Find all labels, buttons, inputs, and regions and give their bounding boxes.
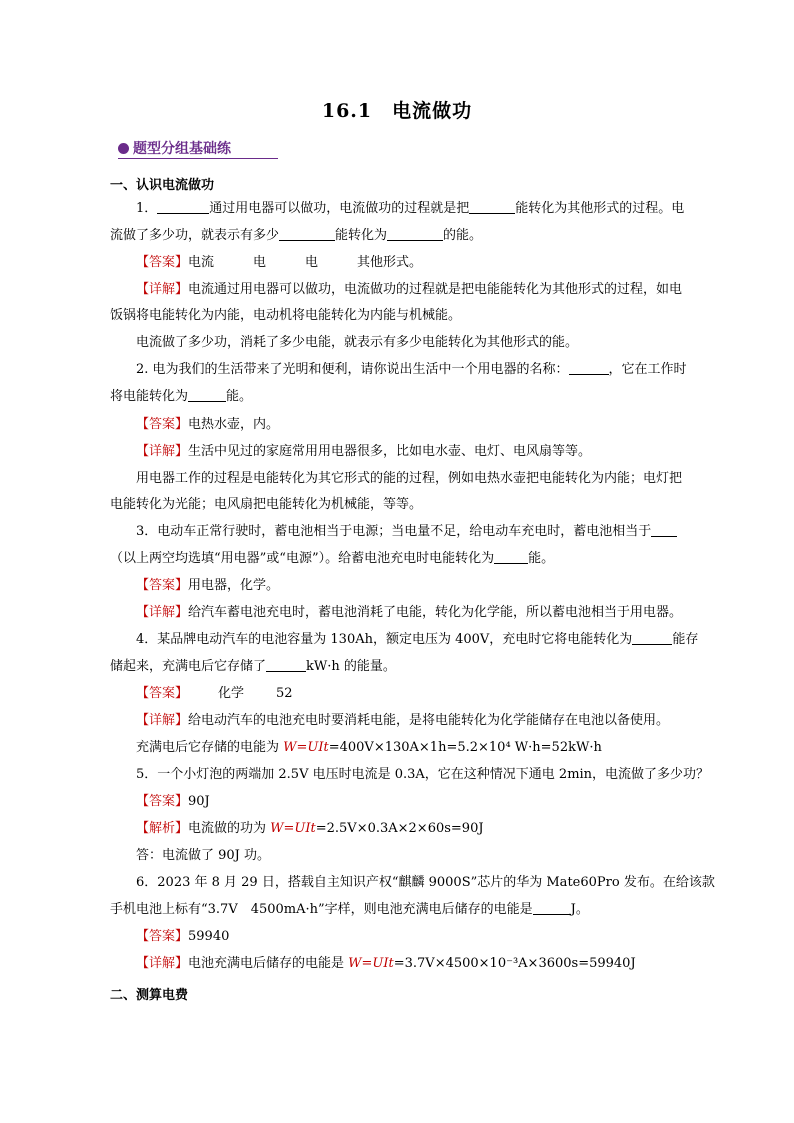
answer-blank xyxy=(469,201,515,214)
question-4-cont: 储起来，充满电后它存储了 kW·h 的能量。 xyxy=(110,659,396,674)
detail-1-cont: 饭锅将电能转化为内能，电动机将电能转化为内能与机械能。 xyxy=(110,308,462,323)
question-6-cont: 手机电池上标有“3.7V 4500mA·h”字样，则电池充满电后储存的电能是 J。 xyxy=(110,902,589,917)
bullet-dot-icon xyxy=(118,143,129,154)
question-5: 5．一个小灯泡的两端加 2.5V 电压时电流是 0.3A，它在这种情况下通电 2min，电流做了多少功？ xyxy=(136,767,710,782)
question-2-cont: 将电能转化为 能。 xyxy=(110,389,253,404)
answer-blank xyxy=(387,228,443,241)
answer-4: 【答案】 化学 52 xyxy=(136,686,293,701)
section-heading: 二、测算电费 xyxy=(110,988,189,1003)
answer-1: 【答案】电流 电 电 其他形式。 xyxy=(136,255,423,270)
question-4: 4．某品牌电动汽车的电池容量为 130Ah，额定电压为 400V，充电时它将电能转化为 能存 xyxy=(136,632,699,647)
section-heading: 一、认识电流做功 xyxy=(110,178,215,193)
question-3-cont: （以上两空均选填“用电器”或“电源”）。给蓄电池充电时电能转化为 能。 xyxy=(110,551,555,566)
page-title: 16.1 电流做功 xyxy=(321,100,473,122)
answer-5: 【答案】90J xyxy=(136,794,210,809)
answer-6: 【答案】59940 xyxy=(136,929,230,944)
question-3: 3．电动车正常行驶时，蓄电池相当于电源；当电量不足，给电动车充电时，蓄电池相当于 xyxy=(110,524,736,540)
section-badge xyxy=(118,138,278,159)
answer-blank xyxy=(569,362,609,375)
badge-label: 题型分组基础练 xyxy=(133,141,231,157)
detail-4-formula: 充满电后它存储的电能为 W=UIt=400V×130A×1h=5.2×10⁴ W·h=52kW·h xyxy=(136,740,602,755)
answer-blank xyxy=(494,551,528,564)
answer-blank xyxy=(266,659,306,672)
answer-blank xyxy=(279,228,335,241)
question-1: 1． 通过用电器可以做功，电流做功的过程就是把 能转化为其他形式的过程。电 xyxy=(136,201,685,216)
answer-blank xyxy=(533,902,571,915)
detail-1: 【详解】电流通过用电器可以做功，电流做功的过程就是把电能能转化为其他形式的过程，如电 xyxy=(136,282,683,297)
detail-2-text: 用电器工作的过程是电能转化为其它形式的能的过程，例如电热水壶把电能转化为内能；电灯把 xyxy=(136,471,683,486)
detail-2: 【详解】生活中见过的家庭常用用电器很多，比如电水壶、电灯、电风扇等等。 xyxy=(136,444,592,459)
detail-6: 【详解】电池充满电后储存的电能是 W=UIt=3.7V×4500×10⁻³A×3600s=59940J xyxy=(136,956,636,971)
answer-blank xyxy=(651,524,677,537)
answer-3: 【答案】用电器，化学。 xyxy=(136,578,280,593)
answer-blank xyxy=(188,389,226,402)
answer-5-conclusion: 答：电流做了 90J 功。 xyxy=(136,848,271,863)
answer-blank xyxy=(157,201,209,214)
analysis-5: 【解析】电流做的功为 W=UIt=2.5V×0.3A×2×60s=90J xyxy=(136,821,484,836)
answer-2: 【答案】电热水壶，内。 xyxy=(136,417,280,432)
question-2: 2. 电为我们的生活带来了光明和便利，请你说出生活中一个用电器的名称： ，它在工作时 xyxy=(136,362,687,377)
answer-blank xyxy=(632,632,672,645)
detail-2-cont: 电能转化为光能；电风扇把电能转化为机械能，等等。 xyxy=(110,497,423,512)
detail-3: 【详解】给汽车蓄电池充电时，蓄电池消耗了电能，转化为化学能，所以蓄电池相当于用电器。 xyxy=(136,605,683,620)
question-6: 6．2023 年 8 月 29 日，搭载自主知识产权“麒麟 9000S”芯片的华为 Mate60Pro 发布。在给该款 xyxy=(136,875,715,890)
question-1-cont: 流做了多少功，就表示有多少 能转化为 的能。 xyxy=(110,228,483,243)
detail-4: 【详解】给电动汽车的电池充电时要消耗电能，是将电能转化为化学能储存在电池以备使用。 xyxy=(136,713,670,728)
detail-1-text: 电流做了多少功，消耗了多少电能，就表示有多少电能转化为其他形式的能。 xyxy=(136,335,579,350)
